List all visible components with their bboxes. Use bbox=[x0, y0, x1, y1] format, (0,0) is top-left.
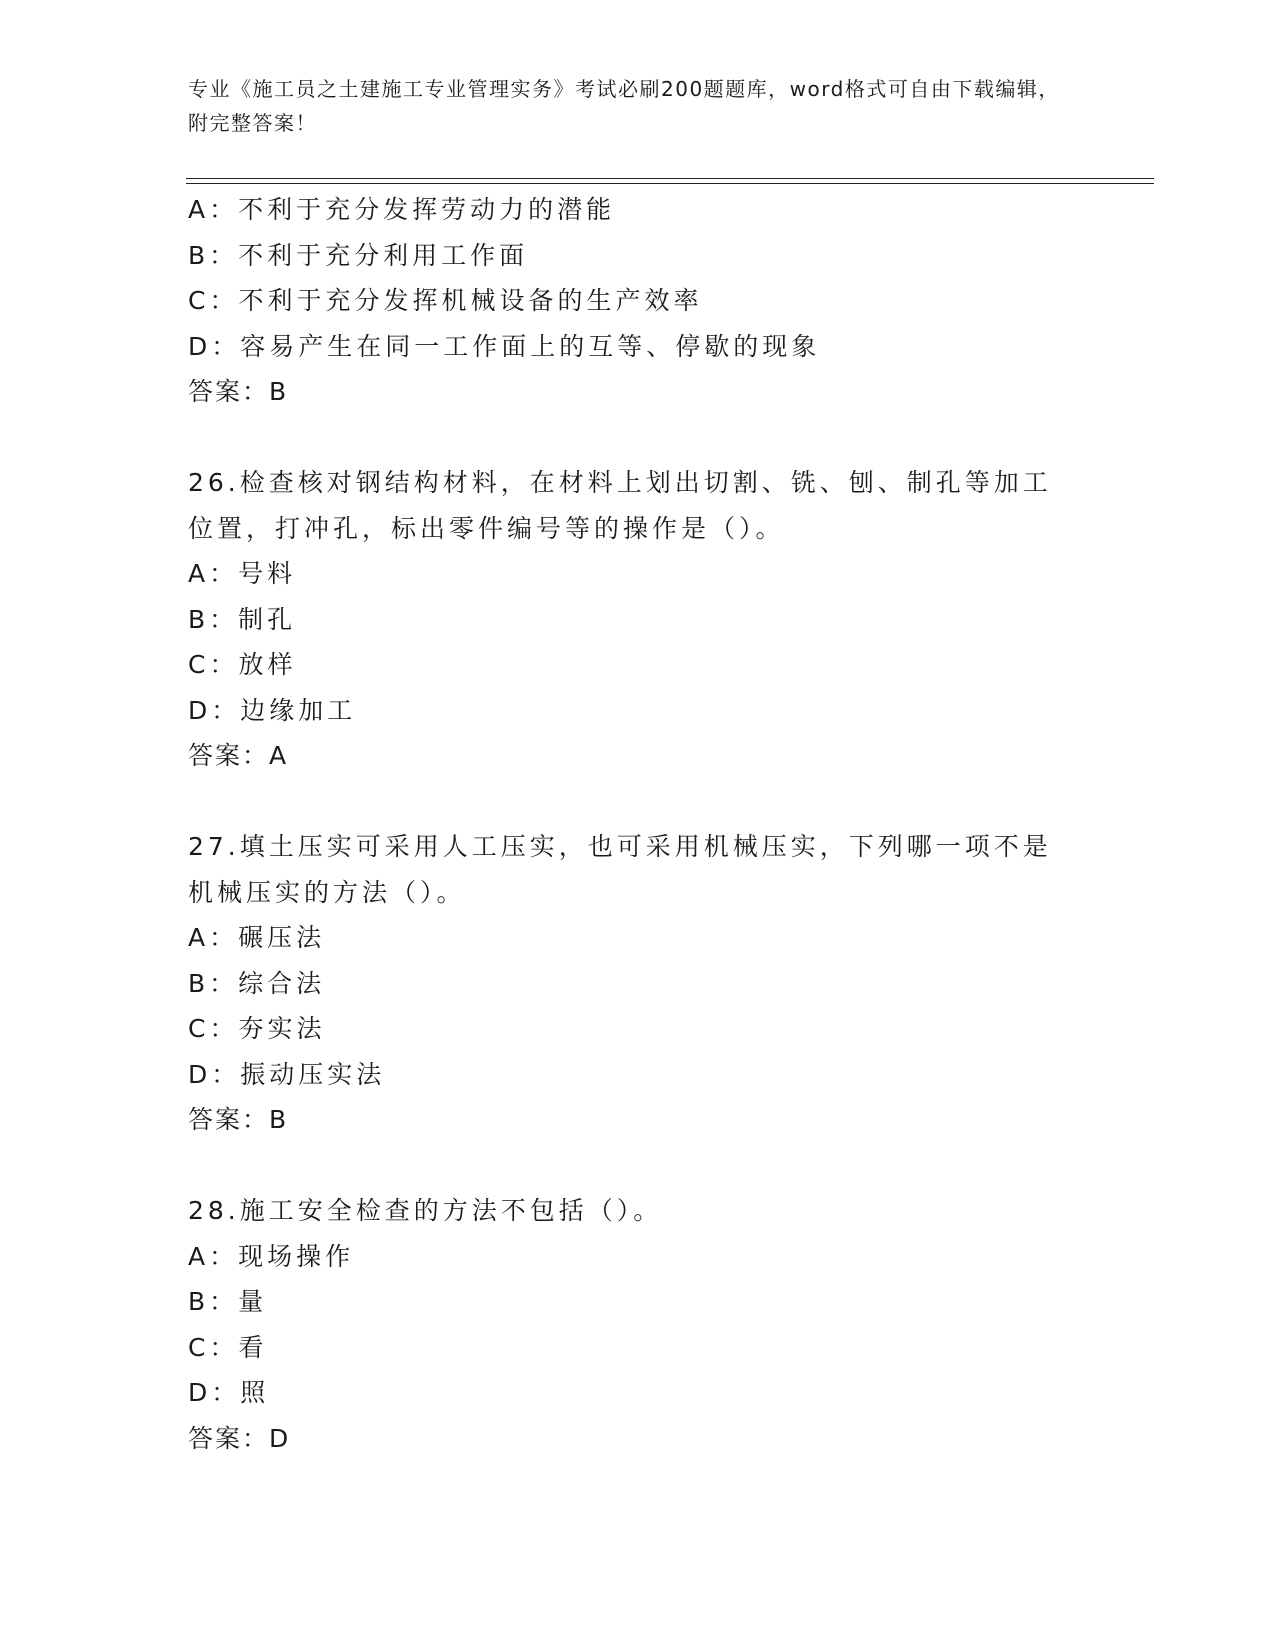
option-c: C：看 bbox=[188, 1332, 268, 1362]
answer-line: 答案：B bbox=[188, 377, 289, 406]
question-text: 26.检查核对钢结构材料，在材料上划出切割、铣、刨、制孔等加工位置，打冲孔，标出零件编号等的操作是（）。 bbox=[188, 468, 1052, 543]
spacer bbox=[188, 1143, 1088, 1189]
option-b: B：量 bbox=[188, 1287, 268, 1316]
option-d: D：容易产生在同一工作面上的互等、停歇的现象 bbox=[188, 331, 821, 361]
option-a: A：不利于充分发挥劳动力的潜能 bbox=[188, 195, 616, 224]
option-d: D：振动压实法 bbox=[188, 1059, 386, 1089]
option-b: B：制孔 bbox=[188, 604, 297, 634]
document-intro: 专业《施工员之土建施工专业管理实务》考试必刷200题题库，word格式可自由下载编辑，附完整答案！ bbox=[188, 77, 1060, 135]
spacer bbox=[188, 415, 1088, 461]
question-block-26 bbox=[188, 460, 1088, 779]
question-text: 28.施工安全检查的方法不包括（）。 bbox=[188, 1196, 663, 1225]
option-b: B：不利于充分利用工作面 bbox=[188, 240, 529, 270]
option-c: C：不利于充分发挥机械设备的生产效率 bbox=[188, 286, 703, 315]
option-a: A：号料 bbox=[188, 559, 297, 588]
answer-line: 答案：A bbox=[188, 741, 289, 770]
option-d: D：边缘加工 bbox=[188, 695, 357, 725]
question-list bbox=[188, 187, 1088, 1461]
option-a: A：现场操作 bbox=[188, 1241, 355, 1271]
option-c: C：放样 bbox=[188, 650, 297, 679]
option-d: D：照 bbox=[188, 1378, 270, 1407]
header-divider-bottom bbox=[186, 183, 1154, 184]
option-b: B：综合法 bbox=[188, 968, 326, 998]
question-text: 27.填土压实可采用人工压实，也可采用机械压实，下列哪一项不是机械压实的方法（）。 bbox=[188, 832, 1052, 907]
answer-line: 答案：B bbox=[188, 1105, 289, 1134]
spacer bbox=[188, 779, 1088, 825]
question-block-27 bbox=[188, 824, 1088, 1143]
header-divider-top bbox=[186, 178, 1154, 179]
answer-line: 答案：D bbox=[188, 1423, 291, 1453]
question-block-28 bbox=[188, 1188, 1088, 1461]
option-c: C：夯实法 bbox=[188, 1014, 326, 1043]
question-block-25 bbox=[188, 187, 1088, 415]
option-a: A：碾压法 bbox=[188, 923, 326, 952]
